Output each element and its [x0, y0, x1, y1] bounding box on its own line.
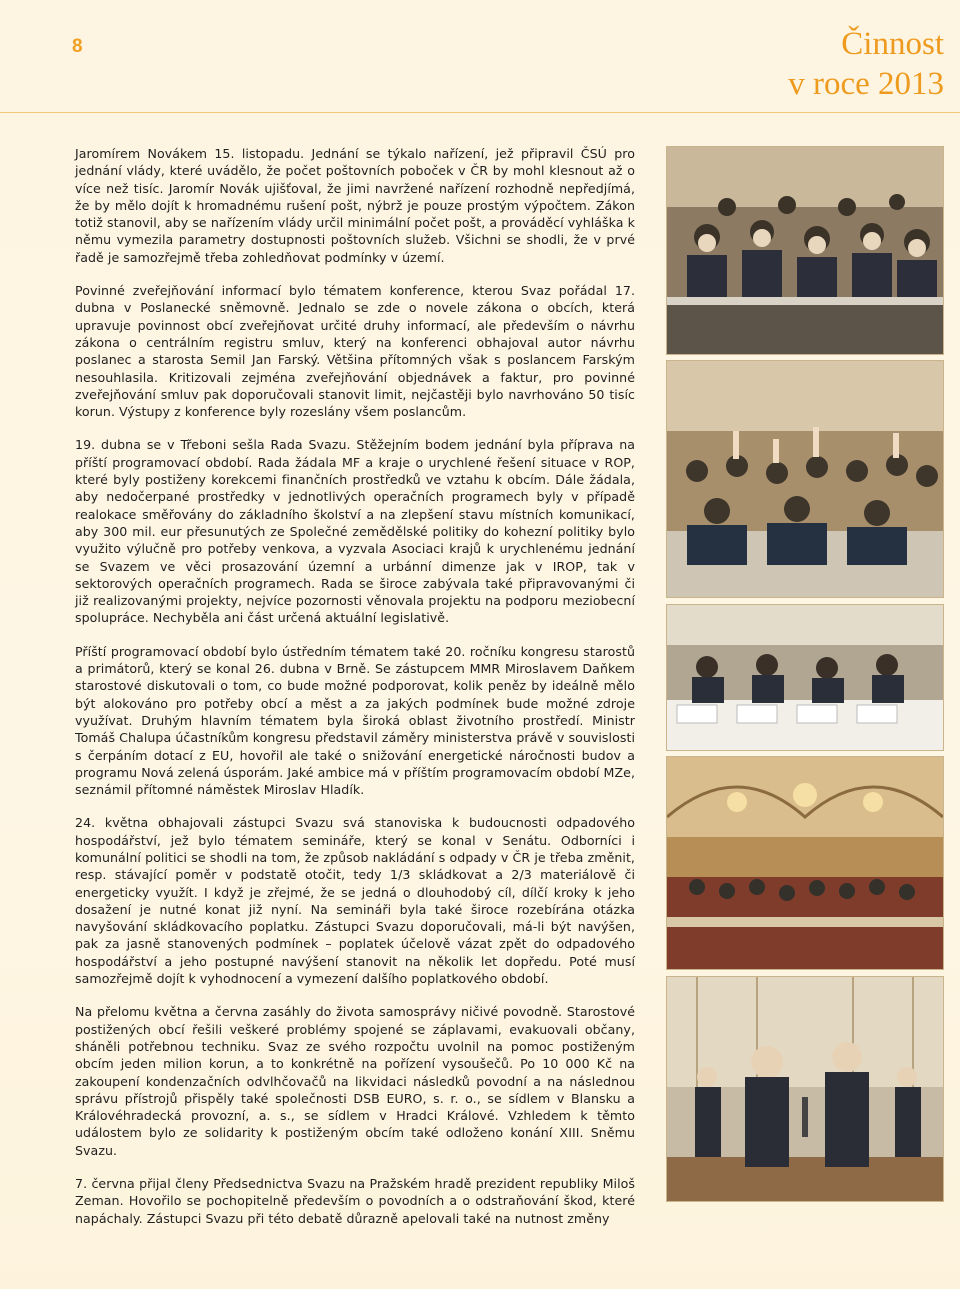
- paragraph: Na přelomu května a června zasáhly do života samosprávy ničivé povodně. Starostové postižených obcí řešili veškeré problémy spojené se záplavami, evakuovali občany, sháněli potřebnou techniku. Svaz ze svého rozpočtu uvolnil na pomoc postiženým obcím jeden milion korun, a to konkrétně na pořízení vysoušečů. Po 10 000 Kč na zakoupení kondenzačních odvlhčovačů na likvidaci následků povodní a na následnou správu přístrojů přispěly také společnosti DSB EURO, s. r. o., se sídlem v Blansku a Královéhradecká provozní, a. s., se sídlem v Hradci Králové. Vzhledem k těmto událostem bylo ze solidarity k postiženým obcím také odloženo konání XIII. Sněmu Svazu.: [75, 1004, 635, 1158]
- page-title-line-2: v roce 2013: [788, 66, 944, 102]
- page-number: 8: [72, 36, 83, 57]
- article-body: [75, 145, 635, 1243]
- council-meeting-photo: [666, 360, 944, 598]
- senate-hall-photo: [666, 756, 944, 970]
- page-title-line-1: Činnost: [841, 26, 944, 62]
- paragraph: 19. dubna se v Třeboni sešla Rada Svazu. Stěžejním bodem jednání byla příprava na příští programovací období. Rada žádala MF a kraje o urychlené řešení situace v ROP, které byly postiženy korekcemi finančních prostředků ve vztahu k obcím. Dále žádala, aby nedočerpané prostředky v jednotlivých operačních programech byly v případě realokace směřovány do základního školství a na zlepšení stavu místních komunikací, aby 300 mil. eur přesunutých ze Společné zemědělské politiky do kohezní politiky bylo využito výlučně pro potřeby venkova, a vyzvala Asociaci krajů k urychlenému jednání se Svazem ve věci prosazování územní a urbánní dimenze jak v IROP, tak v sektorových operačních programech. Rada se široce zabývala také připravovanými či již realizovanými projekty, nejvíce pozornosti věnovala projektu na podporu meziobecní spolupráce. Nechyběla ani část určená aktuální legislativě.: [75, 437, 635, 626]
- paragraph: 7. června přijal členy Předsednictva Svazu na Pražském hradě prezident republiky Miloš Zeman. Hovořilo se pochopitelně především o povodních a o odstraňování škod, které napáchaly. Zástupci Svazu při této debatě důrazně apelovali také na nutnost změny: [75, 1176, 635, 1226]
- paragraph: Jaromírem Novákem 15. listopadu. Jednání se týkalo nařízení, jež připravil ČSÚ pro jednání vlády, které uvádělo, že počet poštovních poboček v ČR by mohl klesnout až o více než tisíc. Jaromír Novák ujišťoval, že jimi navržené nařízení rozhodně nepředjímá, že by mělo dojít k hromadnému rušení pošt, nýbrž je pouze prostým výpočtem. Zákon totiž stanovil, aby se nařízením vlády určil minimální počet pošt, a prováděcí vyhláška k němu vymezila parametry dostupnosti poštovních služeb. Všichni se shodli, že v prvé řadě je samozřejmě třeba zohledňovat podmínky v území.: [75, 146, 635, 265]
- president-meeting-photo: [666, 976, 944, 1202]
- header-divider: [0, 112, 960, 113]
- paragraph: Příští programovací období bylo ústředním tématem také 20. ročníku kongresu starostů a primátorů, který se konal 26. dubna v Brně. Se zástupcem MMR Miroslavem Daňkem starostové diskutovali o tom, co bude možné podporovat, kolik peněz by ideálně mělo být alokováno pro potřeby obcí a měst a za jakých podmínek bude možné zdroje využívat. Druhým hlavním tématem byla široká oblast životního prostředí. Ministr Tomáš Chalupa účastníkům kongresu představil záměry ministerstva právě v souvislosti s čerpáním dotací z EU, hovořil ale také o snižování energetické náročnosti budov a programu Nová zelená úsporám. Jaké ambice má v příštím programovacím období MZe, seznámil přítomné náměstek Miroslav Hladík.: [75, 643, 635, 798]
- paragraph: 24. května obhajovali zástupci Svazu svá stanoviska k budoucnosti odpadového hospodářství, jež bylo tématem semináře, který se konal v Senátu. Odborníci i komunální politici se shodli na tom, že způsob nakládání s odpady v ČR je třeba změnit, resp. stávající poměr v podstatě otočit, tedy 1/3 skládkovat a 2/3 materiálově či energeticky využít. I když je zřejmé, že se jedná o dlouhodobý cíl, dílčí kroky k jeho dosažení je nutné konat již nyní. Na semináři byla také široce rozebírána otázka navyšování skládkovacího poplatku. Zástupci Svazu doporučovali, má-li být navýšen, pak za jasně stanovených podmínek – poplatek účelově vázat zpět do odpadového hospodářství a jeho postupné navýšení stanovit na několik let dopředu. Poté musí samozřejmě dojít k vyhodnocení a vymezení dalšího poplatkového období.: [75, 815, 635, 987]
- page-title: [788, 24, 944, 104]
- conference-photo: [666, 146, 944, 355]
- congress-panel-photo: [666, 604, 944, 751]
- paragraph: Povinné zveřejňování informací bylo tématem konference, kterou Svaz pořádal 17. dubna v Poslanecké sněmovně. Jednalo se zde o novele zákona o obcích, která upravuje povinnost obcí zveřejňovat určité druhy informací, ale především o návrhu zákona o centrálním registru smluv, který na konferenci obhajoval autor návrhu poslanec a starosta Semil Jan Farský. Většina přítomných však s poslancem Farským nesouhlasila. Kritizovali zejména zveřejňování objednávek a faktur, pro povinné zveřejňování smluv pak doporučovali stanovit limit, nejčastěji bylo navrhováno 50 tisíc korun. Výstupy z konference byly rozeslány všem poslancům.: [75, 283, 635, 420]
